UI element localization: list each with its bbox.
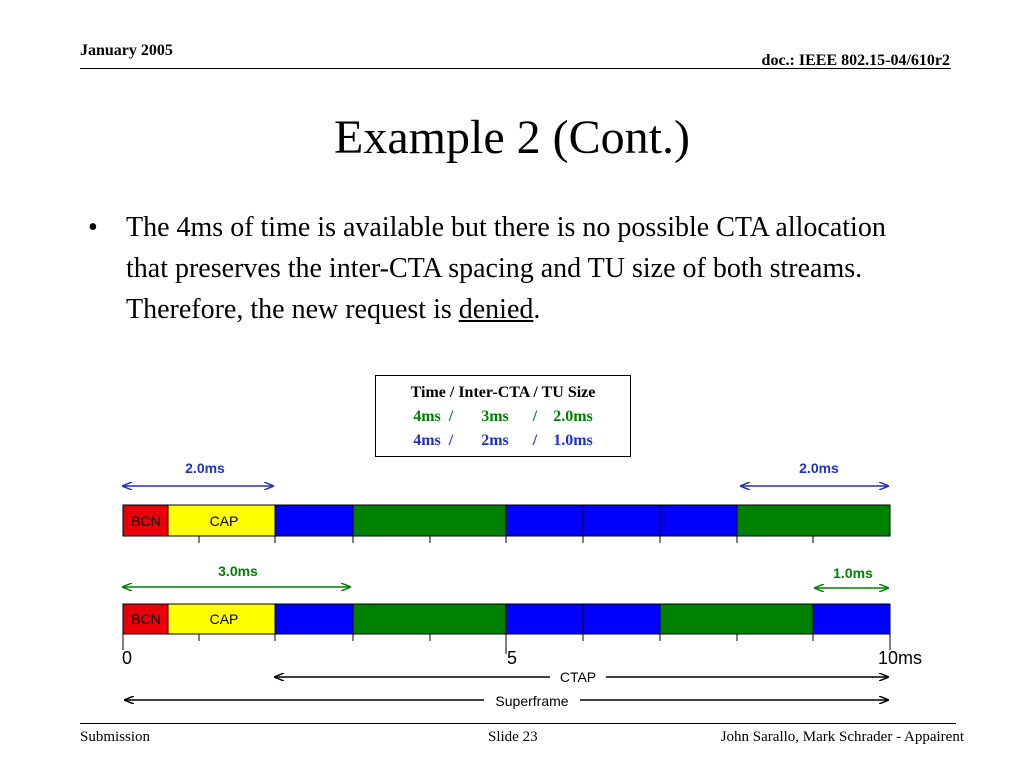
header-doc-id: doc.: IEEE 802.15-04/610r2 bbox=[761, 52, 950, 69]
row2-slot-5 bbox=[660, 604, 813, 634]
bullet-end: . bbox=[533, 294, 541, 325]
bullet-symbol: • bbox=[88, 212, 98, 243]
axis-label-10ms: 10ms bbox=[877, 648, 923, 668]
row2-cap-label: CAP bbox=[209, 611, 239, 627]
superframe-label: Superframe bbox=[495, 693, 569, 709]
slide-title: Example 2 (Cont.) bbox=[334, 111, 690, 164]
top-left-span-label: 2.0ms bbox=[185, 460, 225, 476]
row1-slot-2 bbox=[353, 505, 506, 536]
axis-label-5: 5 bbox=[506, 648, 518, 668]
row2-slot-1 bbox=[275, 604, 353, 634]
row1-slot-6 bbox=[737, 505, 890, 536]
bottom-left-span-label: 3.0ms bbox=[218, 563, 258, 579]
footer-submission: Submission bbox=[80, 729, 151, 745]
superframe-row-1 bbox=[123, 505, 890, 543]
superframe-row-2 bbox=[123, 604, 890, 654]
top-right-span-label: 2.0ms bbox=[799, 460, 839, 476]
row1-slot-3 bbox=[506, 505, 583, 536]
row2-bcn-label: BCN bbox=[131, 611, 161, 627]
row2-slot-6 bbox=[813, 604, 890, 634]
row1-bcn-label: BCN bbox=[131, 513, 161, 529]
row1-cap-label: CAP bbox=[209, 513, 239, 529]
bullet-body: The 4ms of time is available but there is no possible CTA allocation that preserves the inter-CTA spacing and TU size of both streams. Therefore, the new request is bbox=[126, 212, 886, 325]
footer-slide-number: Slide 23 bbox=[488, 729, 538, 745]
bottom-right-span-label: 1.0ms bbox=[833, 565, 873, 581]
footer-authors: John Sarallo, Mark Schrader - Appairent bbox=[720, 729, 964, 745]
legend-row-blue: 4ms / 2ms / 1.0ms bbox=[413, 432, 593, 449]
row1-slot-5 bbox=[660, 505, 737, 536]
axis-label-0: 0 bbox=[121, 648, 133, 668]
row2-slot-3 bbox=[506, 604, 583, 634]
row1-slot-4 bbox=[583, 505, 660, 536]
header-date: January 2005 bbox=[80, 42, 173, 59]
row1-slot-1 bbox=[275, 505, 353, 536]
legend-header: Time / Inter-CTA / TU Size bbox=[410, 384, 596, 401]
bullet-emphasis: denied bbox=[458, 294, 534, 325]
row2-slot-4 bbox=[583, 604, 660, 634]
footer-divider bbox=[80, 723, 956, 724]
ctap-label: CTAP bbox=[559, 669, 597, 685]
row2-slot-2 bbox=[353, 604, 506, 634]
legend-row-green: 4ms / 3ms / 2.0ms bbox=[413, 408, 593, 425]
